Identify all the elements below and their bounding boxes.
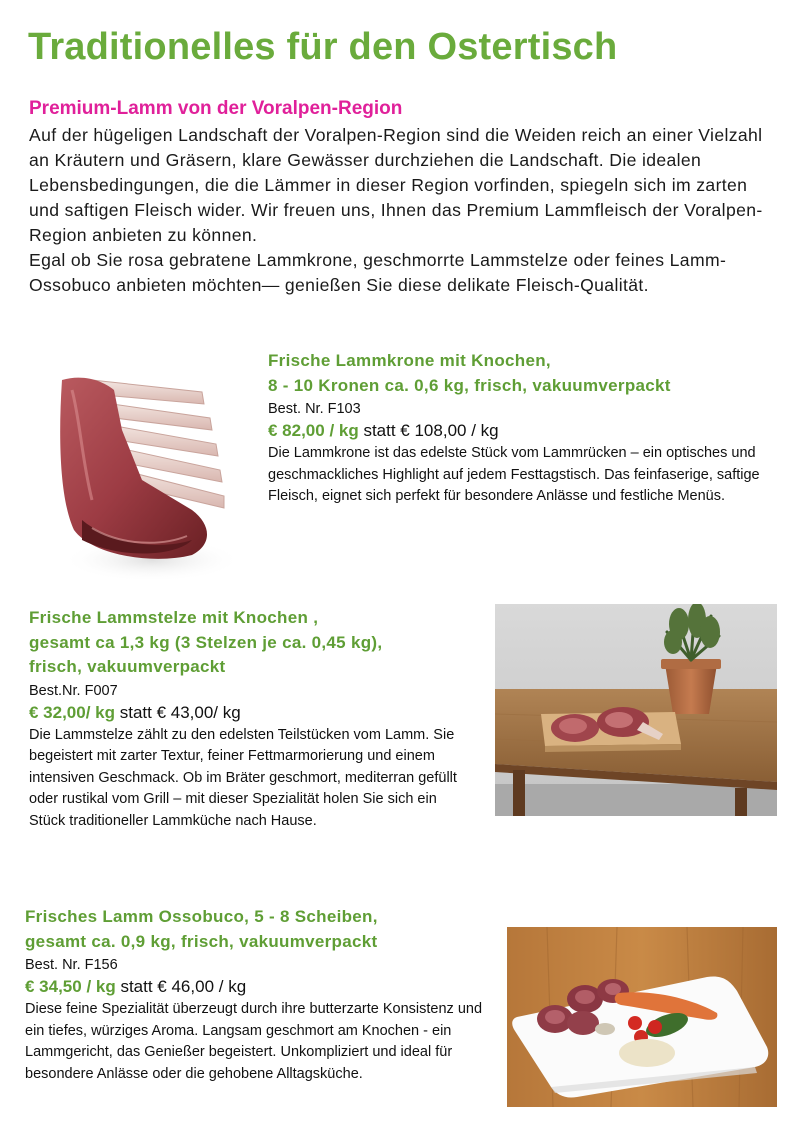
product-description: Die Lammstelze zählt zu den edelsten Teilstücken vom Lamm. Sie begeistert mit zarter Textur, feiner Fettmarmorierung und einem intensiven Geschmack. Ob im Bräter geschmort, mediterran gefüllt oder rustikal vom Grill – mit dieser Spezialität holen Sie sich ein Stück traditioneller Lammküche nach Hause. — [29, 726, 457, 829]
product-lammstelze — [29, 606, 474, 832]
price-previous: statt € 46,00 / kg — [115, 977, 247, 996]
price — [268, 419, 768, 443]
lamb-shank-photo — [495, 604, 777, 816]
price-current: € 82,00 / kg — [268, 421, 359, 440]
product-description: Diese feine Spezialität überzeugt durch ihre butterzarte Konsistenz und ein tiefes, würziges Aroma. Langsam geschmort am Knochen - ein Lammgericht, das Genießer begeistert. Unkompliziert und ideal für besondere Anlässe oder die gehobene Alltagsküche. — [25, 1001, 483, 1082]
price — [29, 701, 474, 725]
product-ossobuco — [25, 905, 495, 1085]
order-number: Best.Nr. F007 — [29, 682, 118, 699]
page-title: Traditionelles für den Ostertisch — [28, 26, 618, 68]
product-title: gesamt ca. 0,9 kg, frisch, vakuumverpackt — [25, 931, 378, 951]
order-number: Best. Nr. F103 — [268, 401, 361, 417]
product-lammkrone — [268, 349, 768, 508]
intro-heading: Premium-Lamm von der Voralpen-Region — [29, 98, 403, 119]
product-title: frisch, vakuumverpackt — [29, 657, 226, 676]
price — [25, 975, 495, 999]
intro-paragraph: Egal ob Sie rosa gebratene Lammkrone, geschmorrte Lammstelze oder feines Lamm-Ossobuco anbieten möchten— genießen Sie diese delikate Fleisch-Qualität. — [29, 250, 727, 295]
product-title: Frische Lammstelze mit Knochen , — [29, 608, 319, 627]
product-description: Die Lammkrone ist das edelste Stück vom Lammrücken – ein optisches und geschmackliches Highlight auf jedem Festtagstisch. Das feinfaserige, saftige Fleisch, eignet sich perfekt für besondere Anlässe und festliche Menüs. — [268, 445, 760, 504]
price-previous: statt € 108,00 / kg — [358, 421, 499, 440]
product-title: 8 - 10 Kronen ca. 0,6 kg, frisch, vakuumverpackt — [268, 375, 671, 395]
price-current: € 34,50 / kg — [25, 977, 116, 996]
intro-text — [29, 123, 779, 298]
ossobuco-photo — [507, 927, 777, 1107]
order-number: Best. Nr. F156 — [25, 957, 118, 973]
intro-paragraph: Auf der hügeligen Landschaft der Voralpen-Region sind die Weiden reich an einer Vielzahl an Kräutern und Gräsern, klare Gewässer durchziehen die Landschaft. Die idealen Lebensbedingungen, die die Lämmer in dieser Region vorfinden, spiegeln sich im zarten und saftigen Fleisch wider. Wir freuen uns, Ihnen das Premium Lammfleisch der Voralpen-Region anbieten zu können. — [29, 125, 763, 245]
product-title: Frische Lammkrone mit Knochen, — [268, 351, 551, 370]
price-current: € 32,00/ kg — [29, 702, 116, 722]
product-title: Frisches Lamm Ossobuco, 5 - 8 Scheiben, — [25, 907, 378, 926]
price-previous: statt € 43,00/ kg — [115, 702, 241, 722]
lamb-rack-photo — [52, 360, 244, 588]
product-title: gesamt ca 1,3 kg (3 Stelzen je ca. 0,45 kg), — [29, 632, 383, 652]
